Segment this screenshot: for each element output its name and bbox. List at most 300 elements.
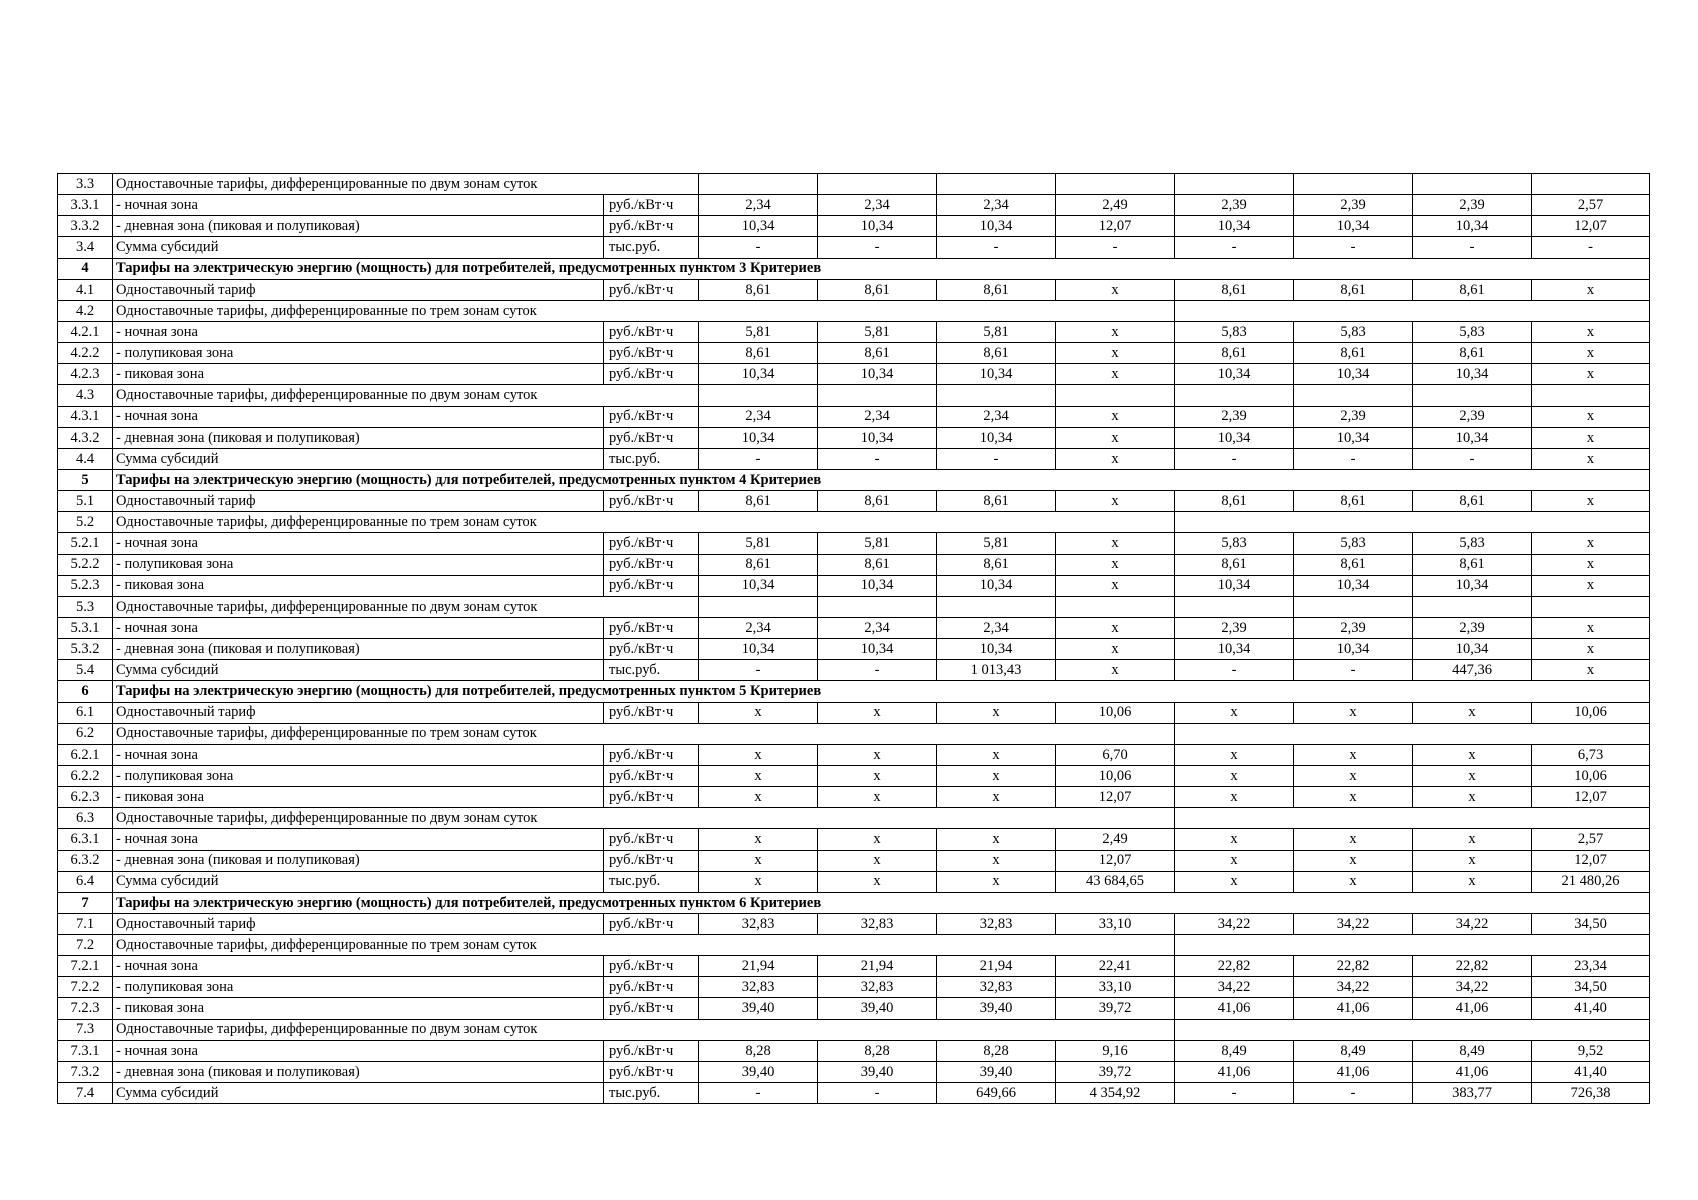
value-cell: 10,34: [699, 427, 818, 448]
value-cell: 10,34: [937, 575, 1056, 596]
row-name: - пиковая зона: [113, 998, 604, 1019]
row-name: Сумма субсидий: [113, 660, 604, 681]
table-row: [58, 977, 1650, 998]
value-cell: 32,83: [937, 913, 1056, 934]
value-cell: 8,61: [699, 491, 818, 512]
value-cell: x: [1056, 364, 1175, 385]
value-cell: 8,61: [818, 279, 937, 300]
table-row: [58, 765, 1650, 786]
value-cell: x: [1532, 554, 1650, 575]
value-cell: 32,83: [818, 913, 937, 934]
row-number: 6.3.2: [58, 850, 113, 871]
value-cell: 8,61: [699, 554, 818, 575]
value-cell: 447,36: [1413, 660, 1532, 681]
empty-cell: [699, 596, 818, 617]
empty-cell: [818, 385, 937, 406]
row-number: 7.3.1: [58, 1040, 113, 1061]
table-row: [58, 660, 1650, 681]
value-cell: 10,34: [1413, 364, 1532, 385]
value-cell: 2,34: [699, 195, 818, 216]
value-cell: 8,61: [1175, 554, 1294, 575]
subsection-title: Одноставочные тарифы, дифференцированные по трем зонам суток: [113, 512, 1175, 533]
value-cell: 2,39: [1294, 406, 1413, 427]
subsection-title: Одноставочные тарифы, дифференцированные по трем зонам суток: [113, 935, 1175, 956]
value-cell: 10,34: [818, 639, 937, 660]
value-cell: -: [818, 237, 937, 258]
value-cell: 9,16: [1056, 1040, 1175, 1061]
value-cell: 10,34: [937, 427, 1056, 448]
value-cell: 8,61: [1175, 491, 1294, 512]
value-cell: x: [1056, 554, 1175, 575]
value-cell: 41,06: [1175, 1061, 1294, 1082]
table-row: [58, 195, 1650, 216]
row-name: - ночная зона: [113, 829, 604, 850]
value-cell: 8,61: [937, 491, 1056, 512]
subsection-row: [58, 300, 1650, 321]
value-cell: 8,61: [1294, 554, 1413, 575]
row-name: - полупиковая зона: [113, 977, 604, 998]
value-cell: 8,49: [1294, 1040, 1413, 1061]
table-row: [58, 448, 1650, 469]
value-cell: 2,49: [1056, 829, 1175, 850]
row-number: 7.2.3: [58, 998, 113, 1019]
row-name: - ночная зона: [113, 533, 604, 554]
subsection-title: Одноставочные тарифы, дифференцированные по двум зонам суток: [113, 1019, 1175, 1040]
row-name: Одноставочный тариф: [113, 913, 604, 934]
value-cell: 5,81: [699, 533, 818, 554]
subsection-title: Одноставочные тарифы, дифференцированные по двум зонам суток: [113, 385, 699, 406]
row-number: 6.3.1: [58, 829, 113, 850]
value-cell: -: [699, 1083, 818, 1104]
value-cell: x: [1294, 702, 1413, 723]
value-cell: 2,34: [937, 406, 1056, 427]
row-name: - ночная зона: [113, 195, 604, 216]
value-cell: x: [1532, 343, 1650, 364]
empty-cell: [937, 385, 1056, 406]
value-cell: x: [937, 829, 1056, 850]
value-cell: 2,34: [937, 195, 1056, 216]
value-cell: x: [818, 829, 937, 850]
table-row: [58, 913, 1650, 934]
value-cell: 21,94: [699, 956, 818, 977]
empty-cell: [1532, 174, 1650, 195]
unit-cell: руб./кВт·ч: [604, 956, 699, 977]
value-cell: x: [1532, 617, 1650, 638]
empty-cell: [937, 596, 1056, 617]
empty-cell: [1532, 385, 1650, 406]
value-cell: 10,34: [818, 364, 937, 385]
value-cell: 39,40: [937, 998, 1056, 1019]
row-name: - дневная зона (пиковая и полупиковая): [113, 850, 604, 871]
value-cell: 41,06: [1294, 1061, 1413, 1082]
row-name: Сумма субсидий: [113, 237, 604, 258]
empty-cell: [1532, 596, 1650, 617]
value-cell: x: [1294, 787, 1413, 808]
empty-cell: [1413, 596, 1532, 617]
value-cell: 39,40: [818, 1061, 937, 1082]
empty-cell: [1413, 385, 1532, 406]
row-number: 3.4: [58, 237, 113, 258]
row-number: 7.1: [58, 913, 113, 934]
value-cell: x: [818, 787, 937, 808]
row-name: - пиковая зона: [113, 575, 604, 596]
value-cell: 5,81: [699, 321, 818, 342]
value-cell: -: [699, 237, 818, 258]
subsection-row: [58, 512, 1650, 533]
value-cell: 10,34: [1413, 216, 1532, 237]
row-number: 5.2.1: [58, 533, 113, 554]
unit-cell: руб./кВт·ч: [604, 765, 699, 786]
value-cell: -: [1175, 1083, 1294, 1104]
value-cell: 12,07: [1056, 787, 1175, 808]
value-cell: x: [699, 871, 818, 892]
row-number: 3.3.1: [58, 195, 113, 216]
value-cell: -: [1413, 237, 1532, 258]
table-row: [58, 343, 1650, 364]
table-row: [58, 533, 1650, 554]
value-cell: 10,06: [1532, 765, 1650, 786]
value-cell: 383,77: [1413, 1083, 1532, 1104]
value-cell: 5,83: [1175, 321, 1294, 342]
value-cell: x: [1056, 639, 1175, 660]
value-cell: 8,61: [818, 491, 937, 512]
row-number: 5.2: [58, 512, 113, 533]
value-cell: 10,34: [937, 216, 1056, 237]
unit-cell: руб./кВт·ч: [604, 279, 699, 300]
empty-cell: [1175, 935, 1650, 956]
value-cell: 32,83: [937, 977, 1056, 998]
value-cell: -: [1056, 237, 1175, 258]
value-cell: x: [1532, 660, 1650, 681]
subsection-title: Одноставочные тарифы, дифференцированные по двум зонам суток: [113, 596, 699, 617]
value-cell: x: [818, 702, 937, 723]
unit-cell: руб./кВт·ч: [604, 639, 699, 660]
row-number: 3.3.2: [58, 216, 113, 237]
value-cell: 8,61: [1294, 491, 1413, 512]
value-cell: x: [937, 702, 1056, 723]
table-row: [58, 702, 1650, 723]
value-cell: x: [1294, 829, 1413, 850]
unit-cell: руб./кВт·ч: [604, 491, 699, 512]
value-cell: 4 354,92: [1056, 1083, 1175, 1104]
value-cell: 2,39: [1175, 406, 1294, 427]
empty-cell: [1294, 596, 1413, 617]
unit-cell: руб./кВт·ч: [604, 554, 699, 575]
value-cell: x: [699, 744, 818, 765]
value-cell: 649,66: [937, 1083, 1056, 1104]
unit-cell: руб./кВт·ч: [604, 977, 699, 998]
table-row: [58, 617, 1650, 638]
value-cell: 10,34: [818, 427, 937, 448]
row-name: - ночная зона: [113, 617, 604, 638]
value-cell: 10,06: [1056, 702, 1175, 723]
subsection-row: [58, 808, 1650, 829]
row-number: 6.1: [58, 702, 113, 723]
subsection-row: [58, 723, 1650, 744]
empty-cell: [699, 174, 818, 195]
unit-cell: руб./кВт·ч: [604, 829, 699, 850]
row-number: 5.2.2: [58, 554, 113, 575]
table-row: [58, 850, 1650, 871]
value-cell: 10,34: [1175, 427, 1294, 448]
value-cell: x: [1532, 321, 1650, 342]
value-cell: x: [1056, 533, 1175, 554]
row-number: 6.2: [58, 723, 113, 744]
value-cell: 33,10: [1056, 977, 1175, 998]
unit-cell: руб./кВт·ч: [604, 343, 699, 364]
value-cell: 2,34: [818, 195, 937, 216]
value-cell: 5,81: [818, 533, 937, 554]
value-cell: 21,94: [937, 956, 1056, 977]
value-cell: x: [1294, 744, 1413, 765]
empty-cell: [1175, 300, 1650, 321]
value-cell: 43 684,65: [1056, 871, 1175, 892]
empty-cell: [1056, 596, 1175, 617]
table-row: [58, 871, 1650, 892]
value-cell: 39,72: [1056, 998, 1175, 1019]
empty-cell: [1175, 723, 1650, 744]
value-cell: 41,40: [1532, 998, 1650, 1019]
value-cell: 41,06: [1413, 1061, 1532, 1082]
value-cell: x: [1532, 364, 1650, 385]
value-cell: -: [699, 660, 818, 681]
value-cell: 5,83: [1413, 533, 1532, 554]
value-cell: 32,83: [699, 913, 818, 934]
row-name: - дневная зона (пиковая и полупиковая): [113, 1061, 604, 1082]
value-cell: -: [1532, 237, 1650, 258]
table-row: [58, 364, 1650, 385]
value-cell: 10,34: [937, 639, 1056, 660]
value-cell: 12,07: [1532, 850, 1650, 871]
row-number: 6: [58, 681, 113, 702]
empty-cell: [1175, 512, 1650, 533]
table-row: [58, 956, 1650, 977]
value-cell: 8,61: [1175, 343, 1294, 364]
value-cell: -: [1294, 237, 1413, 258]
row-number: 4: [58, 258, 113, 279]
row-number: 7.2.2: [58, 977, 113, 998]
subsection-row: [58, 1019, 1650, 1040]
value-cell: x: [1175, 765, 1294, 786]
section-title: Тарифы на электрическую энергию (мощность) для потребителей, предусмотренных пунктом 4 Критериев: [113, 469, 1650, 490]
row-number: 4.2: [58, 300, 113, 321]
section-title: Тарифы на электрическую энергию (мощность) для потребителей, предусмотренных пунктом 5 Критериев: [113, 681, 1650, 702]
row-number: 4.4: [58, 448, 113, 469]
value-cell: 8,49: [1175, 1040, 1294, 1061]
value-cell: 34,22: [1413, 913, 1532, 934]
section-row: [58, 892, 1650, 913]
unit-cell: тыс.руб.: [604, 448, 699, 469]
value-cell: x: [818, 871, 937, 892]
value-cell: 2,34: [937, 617, 1056, 638]
value-cell: 10,34: [699, 216, 818, 237]
subsection-title: Одноставочные тарифы, дифференцированные по двум зонам суток: [113, 808, 1175, 829]
row-number: 5.3.2: [58, 639, 113, 660]
unit-cell: руб./кВт·ч: [604, 406, 699, 427]
value-cell: 8,61: [818, 343, 937, 364]
value-cell: 8,61: [699, 343, 818, 364]
empty-cell: [1056, 174, 1175, 195]
value-cell: 10,34: [1413, 639, 1532, 660]
value-cell: 10,06: [1056, 765, 1175, 786]
row-number: 4.2.3: [58, 364, 113, 385]
value-cell: x: [699, 787, 818, 808]
value-cell: 39,40: [818, 998, 937, 1019]
value-cell: 10,34: [1294, 427, 1413, 448]
row-name: - дневная зона (пиковая и полупиковая): [113, 216, 604, 237]
row-number: 6.2.2: [58, 765, 113, 786]
value-cell: 10,34: [1294, 364, 1413, 385]
row-number: 7.2: [58, 935, 113, 956]
row-name: - дневная зона (пиковая и полупиковая): [113, 639, 604, 660]
value-cell: 2,49: [1056, 195, 1175, 216]
section-title: Тарифы на электрическую энергию (мощность) для потребителей, предусмотренных пунктом 6 Критериев: [113, 892, 1650, 913]
value-cell: 39,72: [1056, 1061, 1175, 1082]
subsection-title: Одноставочные тарифы, дифференцированные по трем зонам суток: [113, 723, 1175, 744]
value-cell: 8,61: [818, 554, 937, 575]
value-cell: x: [1413, 765, 1532, 786]
value-cell: 12,07: [1532, 787, 1650, 808]
value-cell: 10,34: [1175, 639, 1294, 660]
value-cell: x: [1413, 871, 1532, 892]
unit-cell: руб./кВт·ч: [604, 787, 699, 808]
subsection-row: [58, 174, 1650, 195]
row-number: 6.3: [58, 808, 113, 829]
row-name: - ночная зона: [113, 406, 604, 427]
value-cell: 10,34: [699, 575, 818, 596]
value-cell: 10,34: [699, 364, 818, 385]
value-cell: x: [1056, 406, 1175, 427]
subsection-row: [58, 385, 1650, 406]
value-cell: 12,07: [1532, 216, 1650, 237]
row-name: Одноставочный тариф: [113, 279, 604, 300]
value-cell: 34,22: [1175, 913, 1294, 934]
row-name: Одноставочный тариф: [113, 491, 604, 512]
value-cell: -: [818, 1083, 937, 1104]
value-cell: 39,40: [699, 1061, 818, 1082]
row-number: 4.3.2: [58, 427, 113, 448]
value-cell: 8,61: [1175, 279, 1294, 300]
row-number: 3.3: [58, 174, 113, 195]
table-row: [58, 575, 1650, 596]
row-number: 5.3: [58, 596, 113, 617]
table-row: [58, 237, 1650, 258]
unit-cell: тыс.руб.: [604, 1083, 699, 1104]
value-cell: x: [1175, 702, 1294, 723]
row-number: 5.3.1: [58, 617, 113, 638]
empty-cell: [937, 174, 1056, 195]
row-name: - ночная зона: [113, 956, 604, 977]
table-row: [58, 998, 1650, 1019]
table-row: [58, 744, 1650, 765]
value-cell: -: [1175, 448, 1294, 469]
value-cell: 8,28: [937, 1040, 1056, 1061]
table-row: [58, 787, 1650, 808]
value-cell: 8,61: [1413, 279, 1532, 300]
empty-cell: [818, 174, 937, 195]
unit-cell: тыс.руб.: [604, 660, 699, 681]
value-cell: -: [818, 660, 937, 681]
value-cell: 41,06: [1175, 998, 1294, 1019]
value-cell: 2,39: [1413, 406, 1532, 427]
value-cell: 2,34: [699, 617, 818, 638]
section-row: [58, 681, 1650, 702]
row-number: 5.4: [58, 660, 113, 681]
value-cell: x: [937, 744, 1056, 765]
value-cell: -: [1175, 660, 1294, 681]
value-cell: 2,57: [1532, 195, 1650, 216]
value-cell: 34,50: [1532, 913, 1650, 934]
row-name: - пиковая зона: [113, 787, 604, 808]
value-cell: 2,39: [1175, 617, 1294, 638]
unit-cell: тыс.руб.: [604, 871, 699, 892]
subsection-row: [58, 935, 1650, 956]
value-cell: 5,81: [937, 533, 1056, 554]
value-cell: x: [1532, 279, 1650, 300]
row-number: 4.3: [58, 385, 113, 406]
value-cell: 6,73: [1532, 744, 1650, 765]
value-cell: 2,34: [699, 406, 818, 427]
value-cell: x: [1056, 617, 1175, 638]
value-cell: 5,83: [1294, 533, 1413, 554]
value-cell: 10,34: [937, 364, 1056, 385]
value-cell: -: [1294, 660, 1413, 681]
value-cell: 8,61: [1413, 554, 1532, 575]
value-cell: x: [1294, 850, 1413, 871]
value-cell: x: [1056, 448, 1175, 469]
empty-cell: [1294, 385, 1413, 406]
value-cell: 23,34: [1532, 956, 1650, 977]
value-cell: 22,41: [1056, 956, 1175, 977]
table-row: [58, 639, 1650, 660]
value-cell: 2,39: [1294, 195, 1413, 216]
section-title: Тарифы на электрическую энергию (мощность) для потребителей, предусмотренных пунктом 3 Критериев: [113, 258, 1650, 279]
subsection-title: Одноставочные тарифы, дифференцированные по трем зонам суток: [113, 300, 1175, 321]
empty-cell: [1413, 174, 1532, 195]
empty-cell: [1294, 174, 1413, 195]
row-number: 6.2.1: [58, 744, 113, 765]
value-cell: x: [1056, 279, 1175, 300]
value-cell: 5,83: [1413, 321, 1532, 342]
row-name: - полупиковая зона: [113, 343, 604, 364]
unit-cell: руб./кВт·ч: [604, 427, 699, 448]
value-cell: 10,34: [1294, 216, 1413, 237]
value-cell: 8,61: [937, 279, 1056, 300]
unit-cell: руб./кВт·ч: [604, 850, 699, 871]
value-cell: 2,34: [818, 617, 937, 638]
value-cell: x: [1175, 787, 1294, 808]
row-name: Сумма субсидий: [113, 871, 604, 892]
value-cell: x: [937, 787, 1056, 808]
unit-cell: руб./кВт·ч: [604, 533, 699, 554]
value-cell: 10,34: [1175, 364, 1294, 385]
value-cell: x: [1056, 575, 1175, 596]
value-cell: 12,07: [1056, 850, 1175, 871]
empty-cell: [818, 596, 937, 617]
value-cell: 8,61: [937, 343, 1056, 364]
value-cell: x: [1175, 871, 1294, 892]
empty-cell: [1056, 385, 1175, 406]
value-cell: 10,34: [1413, 427, 1532, 448]
value-cell: x: [699, 702, 818, 723]
value-cell: 5,81: [937, 321, 1056, 342]
row-number: 5.2.3: [58, 575, 113, 596]
unit-cell: руб./кВт·ч: [604, 195, 699, 216]
value-cell: 10,34: [1175, 216, 1294, 237]
value-cell: 10,06: [1532, 702, 1650, 723]
row-number: 4.2.1: [58, 321, 113, 342]
section-row: [58, 258, 1650, 279]
